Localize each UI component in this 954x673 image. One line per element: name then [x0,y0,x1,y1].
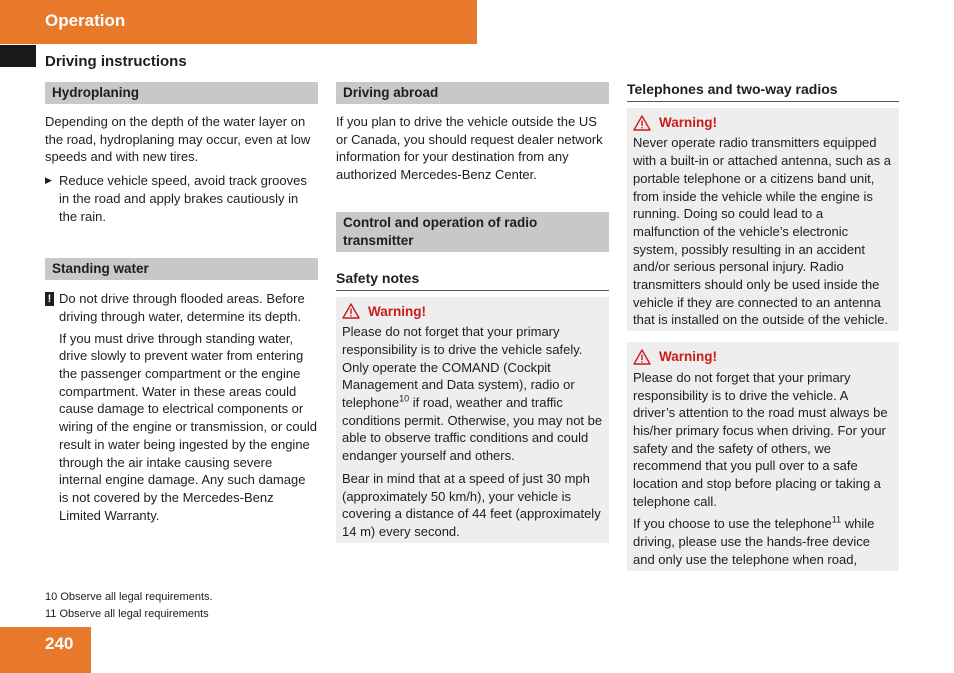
warning-triangle-icon [342,303,360,319]
hydroplaning-instruction [45,172,318,225]
warning-text-part: If you choose to use the telephone [633,516,832,532]
footnote-text: Observe all legal requirements [59,608,209,620]
footnote-text: Observe all legal requirements. [60,591,213,603]
chapter-title: Operation [45,11,126,30]
hydroplaning-heading: Hydroplaning [45,82,318,104]
warning-paragraph [633,515,893,568]
warning-text-part: Please do not forget that your primary responsibility is to drive the vehicle safely. Only operate the COMAND (Cockpit Management and Data system), radio or telephone [342,324,583,411]
column-left [45,82,318,524]
footnote-number: 11 [45,608,57,620]
notice-icon: ! [45,292,54,306]
column-middle [336,82,609,543]
standing-water-heading: Standing water [45,258,318,280]
telephones-heading: Telephones and two-way radios [627,81,899,102]
warning-box [336,297,609,543]
footnote [45,606,213,623]
warning-box [627,342,899,570]
notice-block [45,290,318,325]
warning-paragraph: Please do not forget that your primary responsibility is to drive the vehicle. A driver’s attention to the road must always be his/her primary focus when driving. For your safety and the safety of others, we recommend that you pull over to a safe location and stop before placing or taking a telephone call. [633,369,888,509]
triangle-bullet-icon: ▶ [45,175,52,186]
safety-notes-heading: Safety notes [336,270,609,291]
warning-label: Warning! [659,349,717,365]
footnotes [45,589,213,623]
warning-text-part: while driving, please use the hands-free device and only use the telephone when road, [633,516,875,567]
warning-paragraph: Bear in mind that at a speed of just 30 mph (approximately 50 km/h), your vehicle is covering a distance of 44 feet (approximately 14 m) every second. [342,470,601,539]
footnote-ref: 10 [399,393,410,404]
driving-abroad-text: If you plan to drive the vehicle outside the US or Canada, you should request dealer network information for your destination from any authorized Mercedes-Benz Center. [336,114,603,183]
column-right [627,81,899,571]
footnote [45,589,213,606]
section-title: Driving instructions [45,53,187,70]
warning-label: Warning! [368,303,426,319]
driving-abroad-heading: Driving abroad [336,82,609,104]
warning-paragraph [342,323,603,465]
warning-title [342,303,603,321]
radio-transmitter-heading: Control and operation of radio transmitter [336,212,609,252]
instruction-text: Reduce vehicle speed, avoid track grooves in the road and apply brakes cautiously in the rain. [59,173,307,224]
warning-box [627,108,899,331]
warning-text-part: if road, weather and traffic conditions permit. Otherwise, you may not be able to observe traffic conditions and could endanger yourself and others. [342,395,603,464]
chapter-header [0,0,477,44]
warning-paragraph: Never operate radio transmitters equipped with a built-in or attached antenna, such as a portable telephone or a citizens band unit, from inside the vehicle while the engine is running. Doing so could lead to a malfunction of the vehicle’s electronic system, possibly resulting in an accident and/or serious personal injury. Radio transmitters should only be used inside the vehicle if they are connected to an antenna that is installed on the outside of the vehicle. [633,135,891,328]
warning-label: Warning! [659,114,717,130]
warning-title [633,348,893,366]
footnote-ref: 11 [831,515,842,526]
warning-triangle-icon [633,349,651,365]
standing-water-text: If you must drive through standing water, drive slowly to prevent water from entering the passenger compartment or the engine compartment. Water in these areas could cause damage to electrical components or wiring of the engine or transmission, or could result in water being ingested by the engine through the air intake causing severe internal engine damage. Any such damage is not covered by the Mercedes-Benz Limited Warranty. [59,330,317,523]
page-number-box [0,627,91,673]
warning-triangle-icon [633,115,651,131]
section-marker [0,45,36,67]
notice-text: Do not drive through flooded areas. Before driving through water, determine its depth. [59,291,305,324]
page-number: 240 [45,634,74,653]
footnote-number: 10 [45,591,58,603]
warning-title [633,114,893,132]
hydroplaning-text: Depending on the depth of the water layer on the road, hydroplaning may occur, even at low speeds and with new tires. [45,114,311,165]
